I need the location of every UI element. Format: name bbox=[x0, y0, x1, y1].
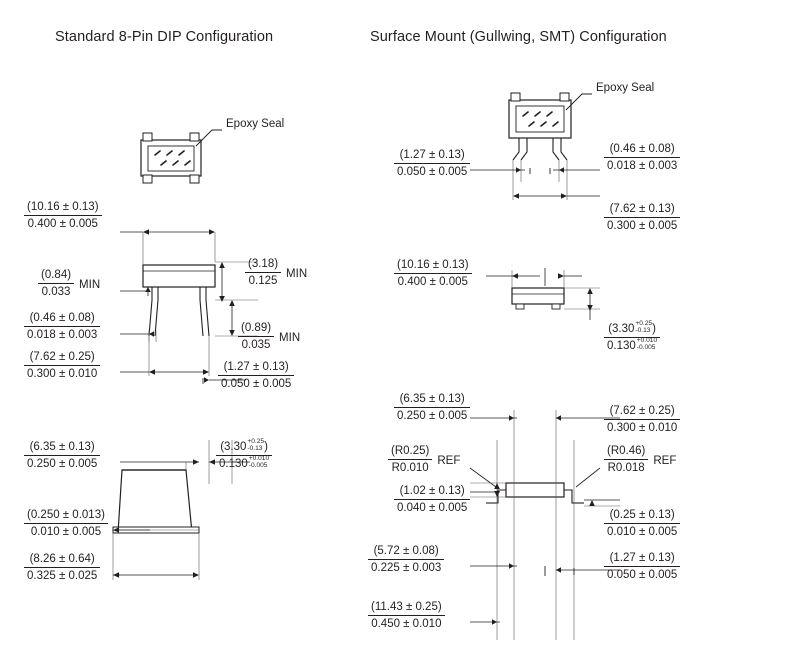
dimension-dip-9: $\frac{(0.89)}{0.035}$ MIN bbox=[238, 321, 300, 353]
dimension-smt-13: $\frac{(1.27 \pm 0.13)}{0.050 \pm 0.005}$ bbox=[604, 551, 680, 583]
tolerance-stack-mm-dip: +0.25 -0.13 bbox=[247, 438, 265, 452]
dimension-smt-12: $\frac{(0.25 \pm 0.13)}{0.010 \pm 0.005}$ bbox=[604, 508, 680, 540]
label-epoxy-seal-smt: Epoxy Seal bbox=[596, 82, 655, 94]
dimension-smt-9: $\frac{(11.43 \pm 0.25)}{0.450 \pm 0.010}$ bbox=[368, 600, 445, 632]
dimension-smt-tolerance: (3.30 +0.25 -0.13 ) 0.130 +0.010 -0.005 bbox=[604, 322, 660, 354]
dimension-dip-8: $\frac{(3.18)}{0.125}$ MIN bbox=[245, 257, 307, 289]
dimension-dip-1: $\frac{(10.16 \pm 0.13)}{0.400 \pm 0.005}$ bbox=[24, 200, 102, 232]
dimension-smt-6: $\frac{(R0.25)}{R0.010}$ REF bbox=[388, 444, 460, 476]
tolerance-stack-inch-dip: +0.010 -0.005 bbox=[248, 455, 270, 470]
dimension-dip-11-tolerance: (3.30 +0.25 -0.13 ) 0.130 +0.010 -0.005 bbox=[216, 440, 272, 472]
label-epoxy-seal-dip: Epoxy Seal bbox=[226, 118, 285, 130]
dimension-smt-7: $\frac{(1.02 \pm 0.13)}{0.040 \pm 0.005}$ bbox=[394, 484, 470, 516]
dimension-dip-3: $\frac{(0.46 \pm 0.08)}{0.018 \pm 0.003}$ bbox=[24, 311, 100, 343]
dimension-dip-5: $\frac{(6.35 \pm 0.13)}{0.250 \pm 0.005}$ bbox=[24, 440, 100, 472]
dimension-dip-10: $\frac{(1.27 \pm 0.13)}{0.050 \pm 0.005}$ bbox=[218, 360, 294, 392]
dimension-dip-6: $\frac{(0.250 \pm 0.013)}{0.010 \pm 0.005}$ bbox=[24, 508, 108, 540]
tolerance-stack-inch-smt: +0.010 -0.005 bbox=[636, 337, 658, 352]
dimension-smt-8: $\frac{(5.72 \pm 0.08)}{0.225 \pm 0.003}$ bbox=[368, 544, 444, 576]
dimension-smt-4: $\frac{(10.16 \pm 0.13)}{0.400 \pm 0.005}$ bbox=[394, 258, 472, 290]
dimension-smt-1: $\frac{(1.27 \pm 0.13)}{0.050 \pm 0.005}$ bbox=[394, 148, 470, 180]
dimension-smt-3: $\frac{(7.62 \pm 0.13)}{0.300 \pm 0.005}$ bbox=[604, 202, 680, 234]
dimension-smt-10: $\frac{(7.62 \pm 0.25)}{0.300 \pm 0.010}$ bbox=[604, 404, 680, 436]
dimension-dip-7: $\frac{(8.26 \pm 0.64)}{0.325 \pm 0.025}$ bbox=[24, 552, 100, 584]
dimension-smt-11: $\frac{(R0.46)}{R0.018}$ REF bbox=[604, 444, 676, 476]
dimension-dip-4: $\frac{(7.62 \pm 0.25)}{0.300 \pm 0.010}$ bbox=[24, 350, 100, 382]
page-title-smt: Surface Mount (Gullwing, SMT) Configuration bbox=[370, 29, 667, 45]
page-title-dip: Standard 8-Pin DIP Configuration bbox=[55, 29, 274, 45]
dimension-smt-2: $\frac{(0.46 \pm 0.08)}{0.018 \pm 0.003}$ bbox=[604, 142, 680, 174]
dimension-smt-5: $\frac{(6.35 \pm 0.13)}{0.250 \pm 0.005}$ bbox=[394, 392, 470, 424]
dimension-dip-2: $\frac{(0.84)}{0.033}$ MIN bbox=[38, 268, 100, 300]
tolerance-stack-mm-smt: +0.25 -0.13 bbox=[635, 320, 653, 334]
